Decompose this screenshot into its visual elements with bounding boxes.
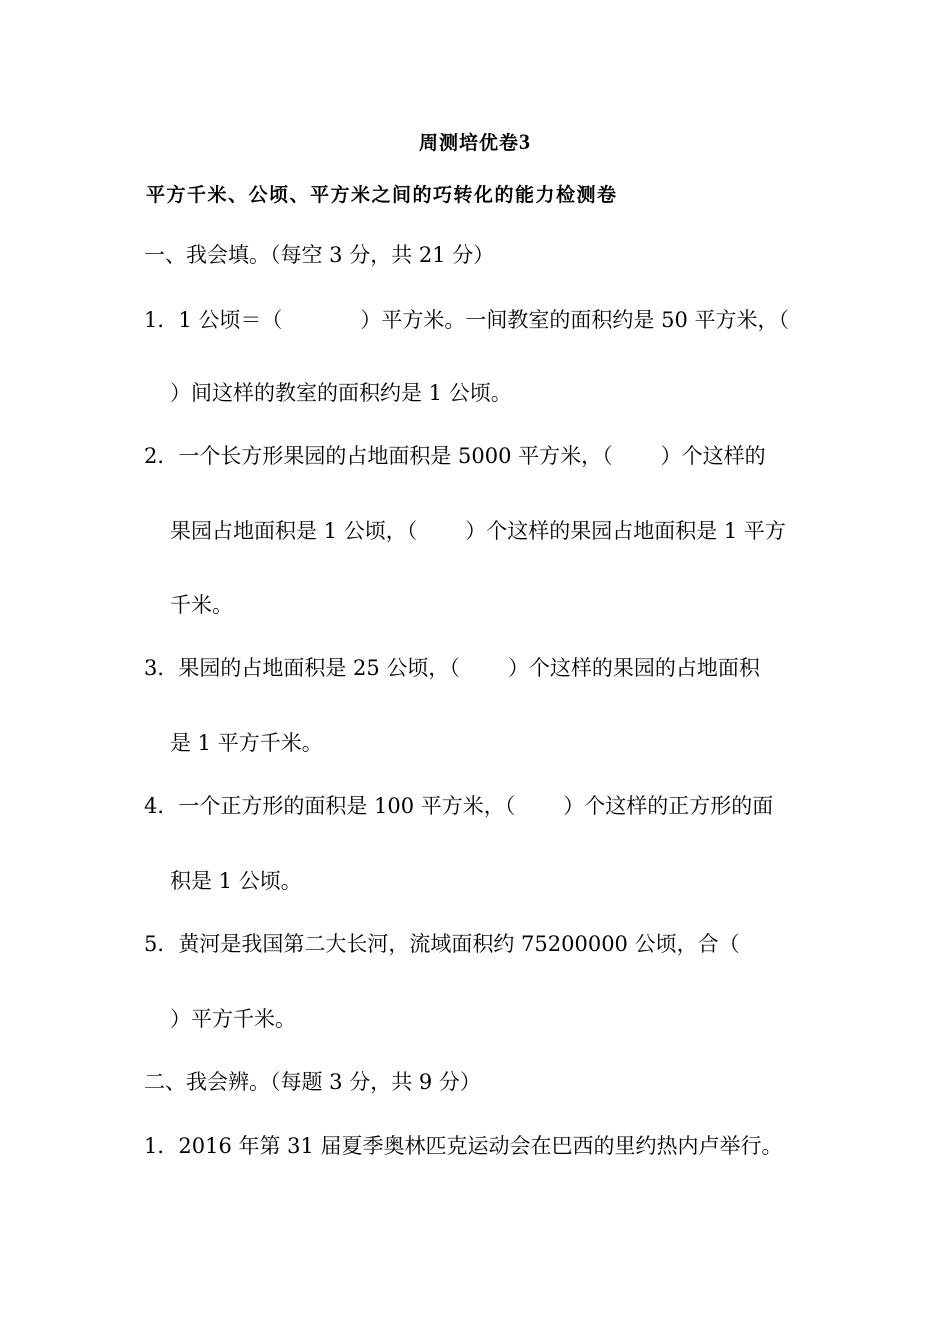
- q1-line1-b: ）平方米。一间教室的面积约是 50 平方米，（: [360, 308, 789, 332]
- q1-line1-a: 1．1 公顷＝（: [144, 308, 283, 332]
- s2-q1-line1: 1．2016 年第 31 届夏季奥林匹克运动会在巴西的里约热内卢举行。: [144, 1134, 783, 1158]
- q2-line1-b: ）个这样的: [660, 444, 766, 468]
- page-title: [0, 128, 950, 155]
- q2-line2: [170, 516, 786, 546]
- q4-line1-a: 4．一个正方形的面积是 100 平方米，（: [144, 794, 516, 818]
- q1-line2: ）间这样的教室的面积约是 1 公顷。: [170, 381, 512, 405]
- q2-line1: [144, 441, 766, 471]
- q2-line2-b: ）个这样的果园占地面积是 1 平方: [465, 519, 786, 543]
- q2-line2-a: 果园占地面积是 1 公顷，（: [170, 519, 418, 543]
- q5-line1: 5．黄河是我国第二大长河，流域面积约 75200000 公顷，合（: [144, 932, 740, 956]
- q4-line1: [144, 791, 773, 821]
- q3-line1-a: 3．果园的占地面积是 25 公顷，（: [144, 656, 460, 680]
- title-text: 周测培优卷: [418, 132, 519, 154]
- q2-line1-a: 2．一个长方形果园的占地面积是 5000 平方米，（: [144, 444, 613, 468]
- q3-line2: 是 1 平方千米。: [170, 731, 323, 755]
- title-number: 3: [519, 129, 531, 154]
- q4-line2: 积是 1 公顷。: [170, 869, 302, 893]
- q3-line1: [144, 653, 760, 683]
- section2-heading: 二、我会辨。（每题 3 分，共 9 分）: [144, 1070, 481, 1094]
- q1-line1: [144, 305, 789, 335]
- page-subtitle: 平方千米、公顷、平方米之间的巧转化的能力检测卷: [146, 184, 618, 206]
- q5-line2: ）平方千米。: [170, 1007, 296, 1031]
- section1-heading: 一、我会填。（每空 3 分，共 21 分）: [144, 243, 495, 267]
- q2-line3: 千米。: [170, 593, 233, 617]
- q3-line1-b: ）个这样的果园的占地面积: [507, 656, 760, 680]
- q4-line1-b: ）个这样的正方形的面: [563, 794, 774, 818]
